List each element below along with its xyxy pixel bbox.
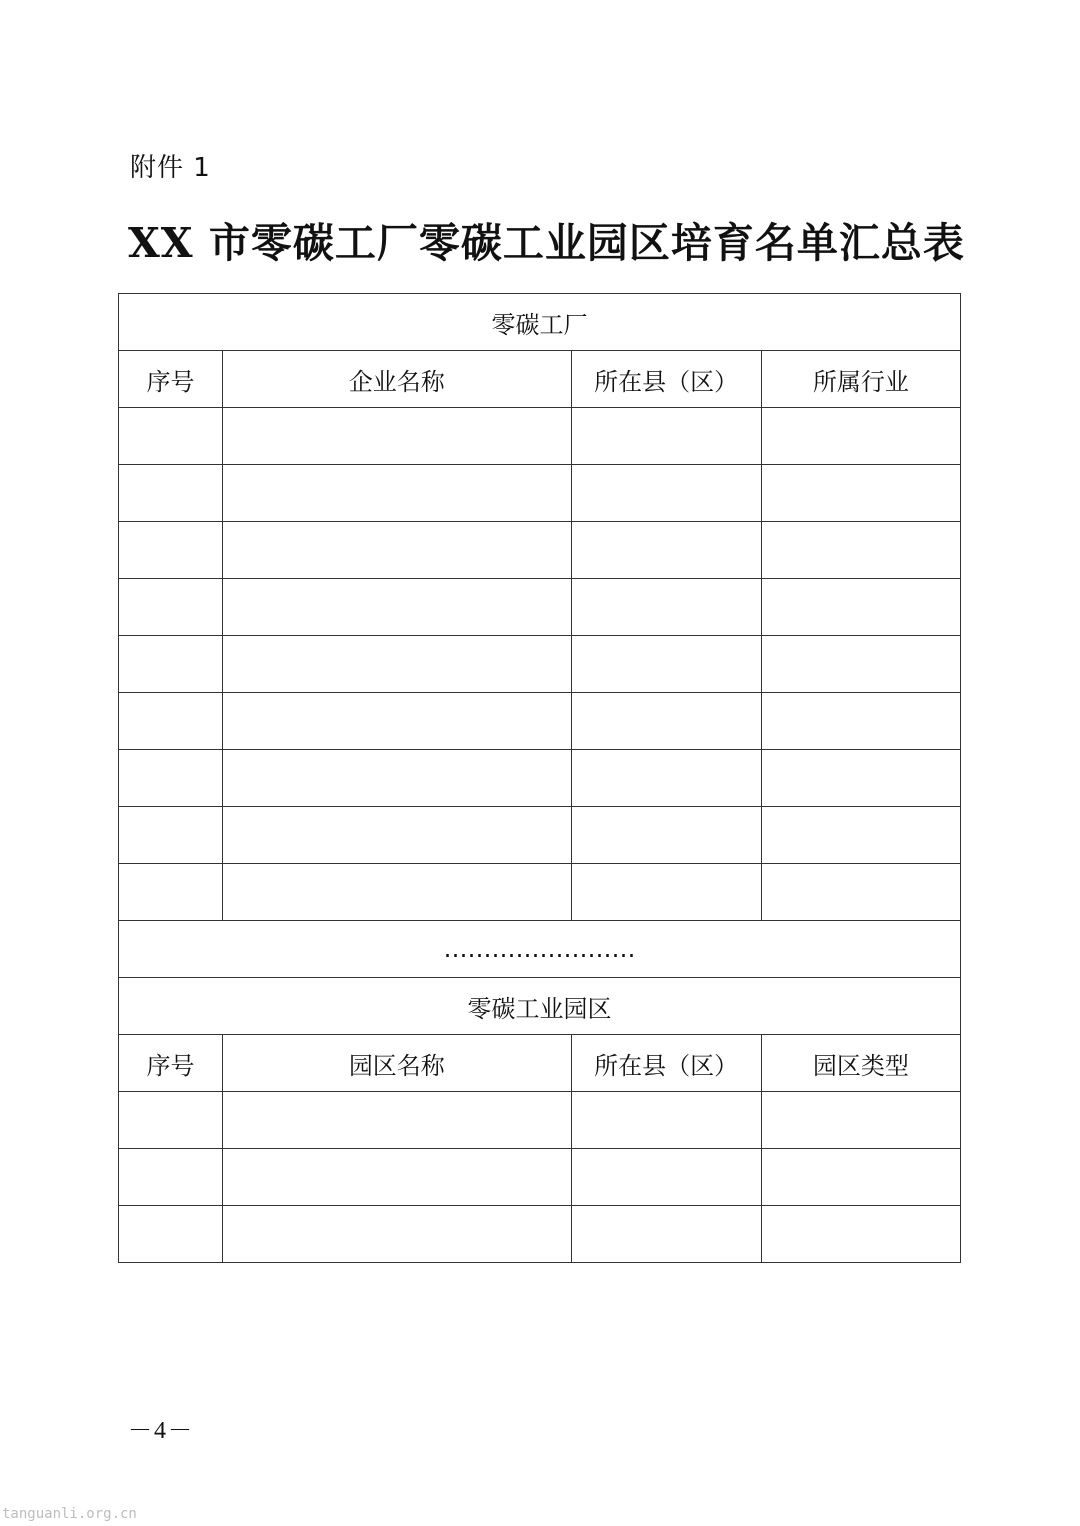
factory-empty-cell[interactable] <box>761 522 960 579</box>
factory-empty-cell[interactable] <box>119 522 223 579</box>
factory-empty-cell[interactable] <box>761 579 960 636</box>
factory-empty-cell[interactable] <box>761 750 960 807</box>
factory-empty-row <box>119 579 961 636</box>
park-empty-cell[interactable] <box>223 1206 571 1263</box>
factory-empty-cell[interactable] <box>119 807 223 864</box>
factory-empty-cell[interactable] <box>571 465 761 522</box>
factory-empty-cell[interactable] <box>761 864 960 921</box>
park-empty-row <box>119 1206 961 1263</box>
factory-empty-cell[interactable] <box>571 522 761 579</box>
factory-section-heading-row <box>119 294 961 351</box>
park-empty-cell[interactable] <box>119 1092 223 1149</box>
park-col-county: 所在县（区） <box>571 1035 761 1092</box>
park-empty-row <box>119 1149 961 1206</box>
factory-empty-cell[interactable] <box>761 807 960 864</box>
factory-empty-cell[interactable] <box>571 408 761 465</box>
factory-empty-cell[interactable] <box>223 522 571 579</box>
park-empty-cell[interactable] <box>571 1149 761 1206</box>
factory-col-industry: 所属行业 <box>761 351 960 408</box>
ellipsis-row <box>119 921 961 978</box>
factory-empty-row <box>119 750 961 807</box>
park-empty-cell[interactable] <box>761 1092 960 1149</box>
factory-empty-row <box>119 465 961 522</box>
factory-section-heading: 零碳工厂 <box>119 294 961 351</box>
factory-empty-cell[interactable] <box>119 408 223 465</box>
factory-empty-cell[interactable] <box>223 807 571 864</box>
park-empty-cell[interactable] <box>119 1206 223 1263</box>
factory-empty-cell[interactable] <box>223 693 571 750</box>
factory-empty-cell[interactable] <box>761 465 960 522</box>
factory-empty-row <box>119 636 961 693</box>
factory-empty-cell[interactable] <box>571 636 761 693</box>
park-section-heading: 零碳工业园区 <box>119 978 961 1035</box>
factory-empty-cell[interactable] <box>571 750 761 807</box>
park-col-park-type: 园区类型 <box>761 1035 960 1092</box>
park-col-park-name: 园区名称 <box>223 1035 571 1092</box>
factory-empty-cell[interactable] <box>119 579 223 636</box>
factory-empty-row <box>119 408 961 465</box>
summary-table <box>118 293 961 1263</box>
ellipsis: …………………… <box>119 921 961 978</box>
park-header-row <box>119 1035 961 1092</box>
park-empty-cell[interactable] <box>119 1149 223 1206</box>
factory-empty-cell[interactable] <box>119 864 223 921</box>
factory-empty-cell[interactable] <box>223 465 571 522</box>
park-empty-row <box>119 1092 961 1149</box>
factory-empty-cell[interactable] <box>571 693 761 750</box>
factory-empty-cell[interactable] <box>571 579 761 636</box>
page-number: －4－ <box>128 1418 194 1444</box>
park-section-heading-row <box>119 978 961 1035</box>
factory-col-county: 所在县（区） <box>571 351 761 408</box>
park-empty-cell[interactable] <box>223 1149 571 1206</box>
factory-empty-cell[interactable] <box>223 408 571 465</box>
factory-empty-cell[interactable] <box>119 465 223 522</box>
factory-empty-row <box>119 693 961 750</box>
factory-empty-cell[interactable] <box>761 408 960 465</box>
attachment-label: 附件 1 <box>130 153 211 183</box>
factory-col-index: 序号 <box>119 351 223 408</box>
factory-empty-cell[interactable] <box>223 750 571 807</box>
factory-empty-cell[interactable] <box>223 579 571 636</box>
park-empty-cell[interactable] <box>223 1092 571 1149</box>
factory-empty-cell[interactable] <box>571 864 761 921</box>
document-title: XX 市零碳工厂零碳工业园区培育名单汇总表 <box>128 219 965 267</box>
factory-empty-row <box>119 864 961 921</box>
factory-empty-row <box>119 807 961 864</box>
park-empty-cell[interactable] <box>571 1092 761 1149</box>
factory-empty-cell[interactable] <box>761 636 960 693</box>
watermark: tanguanli.org.cn <box>2 1506 137 1522</box>
factory-empty-cell[interactable] <box>119 693 223 750</box>
park-empty-cell[interactable] <box>571 1206 761 1263</box>
factory-empty-cell[interactable] <box>119 750 223 807</box>
factory-empty-row <box>119 522 961 579</box>
factory-empty-cell[interactable] <box>223 864 571 921</box>
park-col-index: 序号 <box>119 1035 223 1092</box>
factory-empty-cell[interactable] <box>571 807 761 864</box>
factory-empty-cell[interactable] <box>119 636 223 693</box>
factory-empty-cell[interactable] <box>223 636 571 693</box>
factory-col-company-name: 企业名称 <box>223 351 571 408</box>
factory-empty-cell[interactable] <box>761 693 960 750</box>
factory-header-row <box>119 351 961 408</box>
park-empty-cell[interactable] <box>761 1149 960 1206</box>
park-empty-cell[interactable] <box>761 1206 960 1263</box>
